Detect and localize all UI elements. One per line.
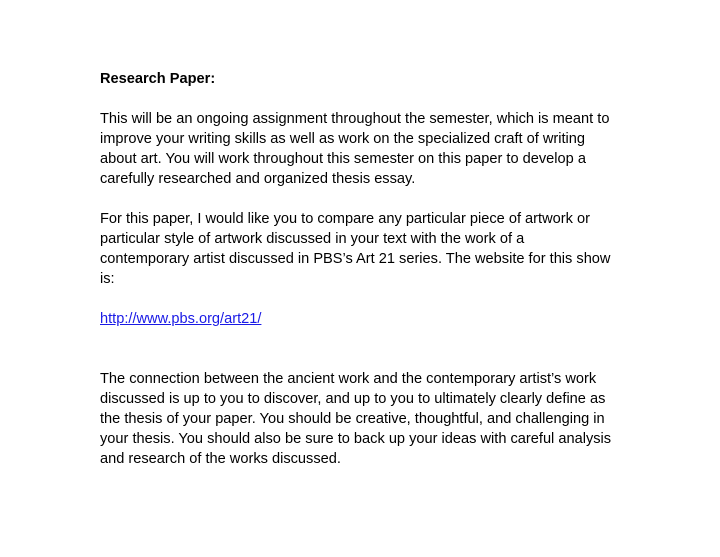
connection-paragraph [100,369,640,469]
text-line: the thesis of your paper. You should be creative, thoughtful, and challenging in [100,411,605,427]
text-line: particular style of artwork discussed in your text with the work of a [100,231,525,247]
text-line: For this paper, I would like you to compare any particular piece of artwork or [100,211,590,227]
text-line: improve your writing skills as well as work on the specialized craft of writing [100,131,586,147]
website-link-container [100,309,640,329]
intro-paragraph [100,109,640,189]
text-line: carefully researched and organized thesis essay. [100,171,416,187]
text-line: discussed is up to you to discover, and up to you to ultimately clearly define as [100,391,606,407]
assignment-paragraph [100,209,640,289]
text-line: and research of the works discussed. [100,451,341,467]
text-line: your thesis. You should also be sure to back up your ideas with careful analysis [100,431,612,447]
text-line: is: [100,271,115,287]
text-line: The connection between the ancient work and the contemporary artist’s work [100,371,597,387]
text-line: about art. You will work throughout this semester on this paper to develop a [100,151,586,167]
text-line: contemporary artist discussed in PBS’s Art 21 series. The website for this show [100,251,611,267]
art21-website-link[interactable]: http://www.pbs.org/art21/ [100,311,262,327]
text-line: This will be an ongoing assignment throughout the semester, which is meant to [100,111,610,127]
page-title: Research Paper: [100,71,216,87]
document-body [100,69,640,489]
